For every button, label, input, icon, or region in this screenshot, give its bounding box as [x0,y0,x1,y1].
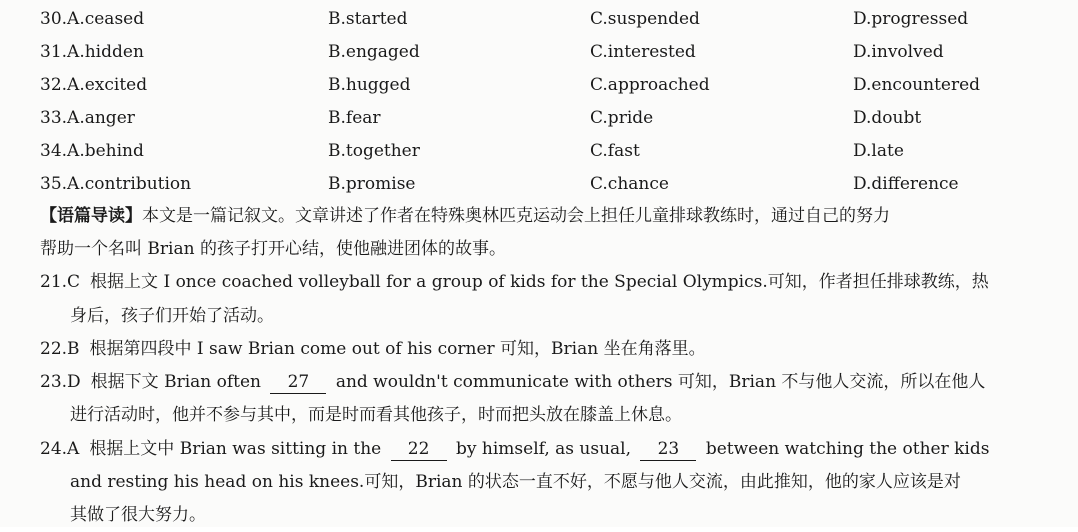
option-d: D.encountered [853,75,981,95]
option-row-30 [0,3,1078,36]
option-b: B.together [328,141,420,161]
option-d: D.involved [853,42,944,62]
option-d: D.progressed [853,9,969,29]
answer-21-line-2: 身后，孩子们开始了活动。 [70,306,274,326]
answer-text: 根据第四段中 I saw Brian come out of his corner 可知，Brian 坐在角落里。 [89,339,706,359]
answer-21-line-1 [40,266,1040,299]
option-row-35 [0,168,1078,201]
guide-label: 【语篇导读】 [40,206,142,226]
option-c: C.pride [590,108,654,128]
answer-text-post: between watching the other kids [705,439,990,459]
answer-label: 22.B [40,339,80,359]
option-a: 35.A.contribution [40,174,192,194]
option-c: C.approached [590,75,710,95]
blank-23: 23 [640,438,696,461]
answer-text-pre: 根据上文中 Brian was sitting in the [89,439,382,459]
option-b: B.started [328,9,408,29]
option-row-34 [0,135,1078,168]
answer-24-line-2: and resting his head on his knees.可知，Brian 的状态一直不好，不愿与他人交流，由此推知，他的家人应该是对 [70,472,961,492]
answer-label: 23.D [40,372,81,392]
option-b: B.fear [328,108,381,128]
answer-label: 21.C [40,272,81,292]
option-c: C.suspended [590,9,700,29]
answer-23-line-2: 进行活动时，他并不参与其中，而是时而看其他孩子，时而把头放在膝盖上休息。 [70,405,682,425]
answer-text-pre: 根据下文 Brian often [90,372,261,392]
answer-text-mid: by himself, as usual, [456,439,631,459]
guide-text: 本文是一篇记叙文。文章讲述了作者在特殊奥林匹克运动会上担任儿童排球教练时，通过自己的努力 [142,206,890,226]
blank-22: 22 [391,438,447,461]
option-a: 32.A.excited [40,75,148,95]
option-c: C.fast [590,141,640,161]
option-d: D.doubt [853,108,922,128]
answer-24-line-1 [40,433,1040,466]
option-b: B.hugged [328,75,411,95]
option-row-32 [0,69,1078,102]
answer-22-line-1 [40,333,1040,366]
option-row-31 [0,36,1078,69]
guide-line-2: 帮助一个名叫 Brian 的孩子打开心结，使他融进团体的故事。 [40,239,506,259]
blank-27: 27 [270,371,326,394]
answer-23-line-1 [40,366,1040,399]
option-c: C.interested [590,42,696,62]
option-row-33 [0,102,1078,135]
option-a: 34.A.behind [40,141,144,161]
option-c: C.chance [590,174,669,194]
answer-text-post: and wouldn't communicate with others 可知，Brian 不与他人交流，所以在他人 [335,372,986,392]
guide-line-1 [40,200,1040,233]
option-b: B.engaged [328,42,420,62]
option-a: 33.A.anger [40,108,135,128]
option-d: D.difference [853,174,959,194]
answer-24-line-3: 其做了很大努力。 [70,505,206,525]
option-b: B.promise [328,174,416,194]
option-a: 31.A.hidden [40,42,144,62]
option-d: D.late [853,141,904,161]
option-a: 30.A.ceased [40,9,145,29]
answer-text: 根据上文 I once coached volleyball for a group of kids for the Special Olympics.可知，作者担任排球教练，热 [90,272,989,292]
answer-label: 24.A [40,439,80,459]
